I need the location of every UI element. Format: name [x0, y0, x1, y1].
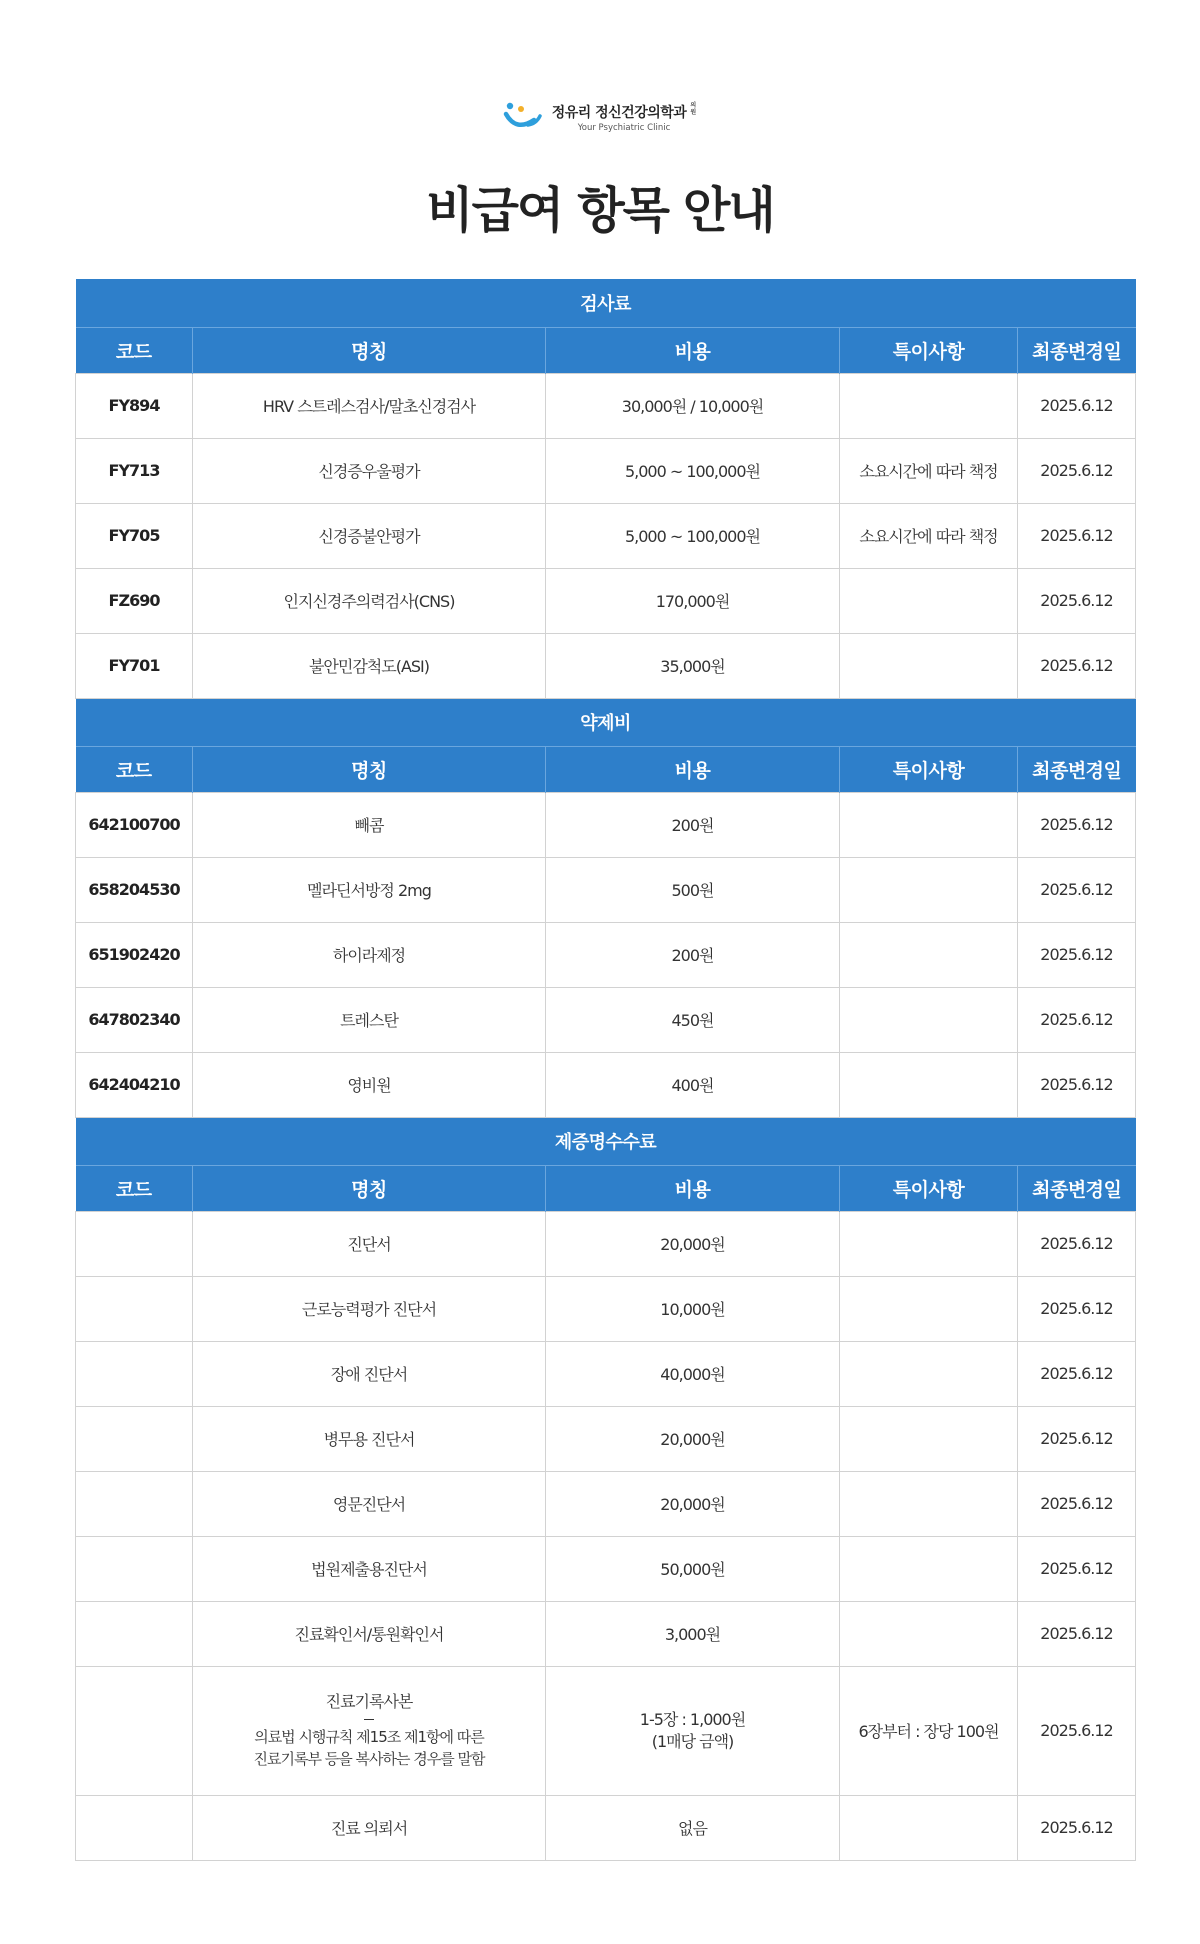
cell-date: 2025.6.12: [1018, 1341, 1136, 1406]
cell-cost: 20,000원: [546, 1211, 840, 1276]
table-row: [76, 857, 1136, 922]
cell-name: 법원제출용진단서: [193, 1536, 546, 1601]
column-header-row: [76, 746, 1136, 792]
cell-date: 2025.6.12: [1018, 1601, 1136, 1666]
cell-note: [840, 568, 1018, 633]
cell-name: HRV 스트레스검사/말초신경검사: [193, 373, 546, 438]
cell-date: 2025.6.12: [1018, 503, 1136, 568]
column-header-note: 특이사항: [840, 327, 1018, 373]
cell-name: 불안민감척도(ASI): [193, 633, 546, 698]
cell-name: 진료 의뢰서: [193, 1795, 546, 1860]
cell-name: 진료확인서/통원확인서: [193, 1601, 546, 1666]
cell-cost: 10,000원: [546, 1276, 840, 1341]
clinic-name: 정유리 정신건강의학과: [551, 104, 687, 121]
cell-cost: 500원: [546, 857, 840, 922]
cell-note: [840, 1795, 1018, 1860]
cell-cost: 5,000 ~ 100,000원: [546, 503, 840, 568]
cell-cost: 20,000원: [546, 1406, 840, 1471]
cell-cost: 20,000원: [546, 1471, 840, 1536]
column-header-date: 최종변경일: [1018, 327, 1136, 373]
clinic-name-suffix: 의원: [690, 101, 696, 116]
column-header-name: 명칭: [193, 327, 546, 373]
table-row: [76, 568, 1136, 633]
cell-name: 멜라딘서방정 2mg: [193, 857, 546, 922]
cell-name: 빼콤: [193, 792, 546, 857]
cell-cost: 30,000원 / 10,000원: [546, 373, 840, 438]
column-header-cost: 비용: [546, 1165, 840, 1211]
cell-name-detail: 의료법 시행규칙 제15조 제1항에 따른: [254, 1728, 484, 1746]
table-row: [76, 1406, 1136, 1471]
cell-code: [76, 1666, 193, 1795]
cell-cost: 450원: [546, 987, 840, 1052]
cell-date: 2025.6.12: [1018, 438, 1136, 503]
cell-name: 영비원: [193, 1052, 546, 1117]
cell-name: 병무용 진단서: [193, 1406, 546, 1471]
cell-name: 인지신경주의력검사(CNS): [193, 568, 546, 633]
cell-cost: 170,000원: [546, 568, 840, 633]
table-row: [76, 438, 1136, 503]
cell-name: 근로능력평가 진단서: [193, 1276, 546, 1341]
column-header-note: 특이사항: [840, 746, 1018, 792]
cell-name-detail: 진료기록부 등을 복사하는 경우를 말함: [253, 1750, 485, 1768]
column-header-row: [76, 327, 1136, 373]
column-header-code: 코드: [76, 327, 193, 373]
cell-cost-detail: (1매당 금액): [651, 1731, 734, 1751]
table-row: [76, 1601, 1136, 1666]
cell-date: 2025.6.12: [1018, 1211, 1136, 1276]
table-row: [76, 1471, 1136, 1536]
cell-code: 647802340: [76, 987, 193, 1052]
cell-cost: [546, 1666, 840, 1795]
cell-name-main: 진료기록사본: [325, 1692, 413, 1711]
table-row: [76, 987, 1136, 1052]
table-row: [76, 922, 1136, 987]
cell-note: [840, 1052, 1018, 1117]
cell-note: [840, 1211, 1018, 1276]
table-row: [76, 1795, 1136, 1860]
table-row: [76, 503, 1136, 568]
cell-date: 2025.6.12: [1018, 1471, 1136, 1536]
cell-name: 신경증불안평가: [193, 503, 546, 568]
cell-note: [840, 857, 1018, 922]
clinic-subtitle: Your Psychiatric Clinic: [577, 122, 671, 133]
cell-note: [840, 1341, 1018, 1406]
cell-note: 6장부터 : 장당 100원: [840, 1666, 1018, 1795]
cell-code: 658204530: [76, 857, 193, 922]
cell-code: 642404210: [76, 1052, 193, 1117]
column-header-cost: 비용: [546, 327, 840, 373]
cell-date: 2025.6.12: [1018, 1052, 1136, 1117]
column-header-cost: 비용: [546, 746, 840, 792]
cell-code: [76, 1341, 193, 1406]
cell-code: [76, 1536, 193, 1601]
table-row: [76, 373, 1136, 438]
cell-date: 2025.6.12: [1018, 922, 1136, 987]
cell-cost: 3,000원: [546, 1601, 840, 1666]
cell-code: FZ690: [76, 568, 193, 633]
cell-cost: 200원: [546, 792, 840, 857]
cell-name: 장애 진단서: [193, 1341, 546, 1406]
cell-note: [840, 1276, 1018, 1341]
cell-note: 소요시간에 따라 책정: [840, 503, 1018, 568]
cell-code: [76, 1276, 193, 1341]
cell-name: 진단서: [193, 1211, 546, 1276]
cell-date: 2025.6.12: [1018, 1406, 1136, 1471]
cell-note: [840, 1601, 1018, 1666]
cell-cost: 없음: [546, 1795, 840, 1860]
cell-name: 신경증우울평가: [193, 438, 546, 503]
section-title: 약제비: [76, 698, 1136, 746]
cell-code: [76, 1406, 193, 1471]
cell-code: FY713: [76, 438, 193, 503]
cell-code: [76, 1211, 193, 1276]
section-header-row: [76, 279, 1136, 327]
cell-name: 트레스탄: [193, 987, 546, 1052]
cell-cost: 200원: [546, 922, 840, 987]
cell-cost: 400원: [546, 1052, 840, 1117]
section-title: 검사료: [76, 279, 1136, 327]
cell-date: 2025.6.12: [1018, 1536, 1136, 1601]
table-row: [76, 633, 1136, 698]
cell-code: [76, 1795, 193, 1860]
column-header-code: 코드: [76, 1165, 193, 1211]
cell-cost: 35,000원: [546, 633, 840, 698]
cell-code: 651902420: [76, 922, 193, 987]
clinic-logo-icon: [502, 100, 544, 134]
table-row: [76, 1536, 1136, 1601]
cell-date: 2025.6.12: [1018, 1276, 1136, 1341]
cell-note: [840, 373, 1018, 438]
cell-code: [76, 1471, 193, 1536]
column-header-name: 명칭: [193, 746, 546, 792]
cell-date: 2025.6.12: [1018, 633, 1136, 698]
cell-name: [193, 1666, 546, 1795]
cell-name: 영문진단서: [193, 1471, 546, 1536]
column-header-code: 코드: [76, 746, 193, 792]
cell-note: [840, 633, 1018, 698]
cell-date: 2025.6.12: [1018, 987, 1136, 1052]
column-header-name: 명칭: [193, 1165, 546, 1211]
cell-note: [840, 987, 1018, 1052]
section-header-row: [76, 1117, 1136, 1165]
cell-code: 642100700: [76, 792, 193, 857]
section-title: 제증명수수료: [76, 1117, 1136, 1165]
table-row: [76, 1211, 1136, 1276]
cell-note: [840, 1471, 1018, 1536]
column-header-row: [76, 1165, 1136, 1211]
cell-cost: 50,000원: [546, 1536, 840, 1601]
cell-code: FY701: [76, 633, 193, 698]
table-row: [76, 1666, 1136, 1795]
section-header-row: [76, 698, 1136, 746]
cell-code: FY705: [76, 503, 193, 568]
dash-divider: [364, 1719, 374, 1720]
cell-date: 2025.6.12: [1018, 1795, 1136, 1860]
cell-date: 2025.6.12: [1018, 568, 1136, 633]
column-header-date: 최종변경일: [1018, 746, 1136, 792]
table-row: [76, 792, 1136, 857]
cell-code: [76, 1601, 193, 1666]
cell-note: [840, 1406, 1018, 1471]
fee-table: [75, 279, 1136, 1861]
cell-date: 2025.6.12: [1018, 1666, 1136, 1795]
cell-cost: 40,000원: [546, 1341, 840, 1406]
table-row: [76, 1276, 1136, 1341]
column-header-date: 최종변경일: [1018, 1165, 1136, 1211]
cell-code: FY894: [76, 373, 193, 438]
clinic-logo: [0, 100, 1200, 134]
table-row: [76, 1341, 1136, 1406]
table-row: [76, 1052, 1136, 1117]
cell-date: 2025.6.12: [1018, 792, 1136, 857]
cell-note: [840, 1536, 1018, 1601]
page-title: 비급여 항목 안내: [426, 182, 774, 239]
cell-note: [840, 922, 1018, 987]
column-header-note: 특이사항: [840, 1165, 1018, 1211]
cell-cost-main: 1-5장 : 1,000원: [639, 1709, 746, 1729]
cell-cost: 5,000 ~ 100,000원: [546, 438, 840, 503]
fee-table-container: [75, 279, 1135, 1861]
cell-note: [840, 792, 1018, 857]
cell-date: 2025.6.12: [1018, 857, 1136, 922]
cell-name: 하이라제정: [193, 922, 546, 987]
cell-date: 2025.6.12: [1018, 373, 1136, 438]
cell-note: 소요시간에 따라 책정: [840, 438, 1018, 503]
